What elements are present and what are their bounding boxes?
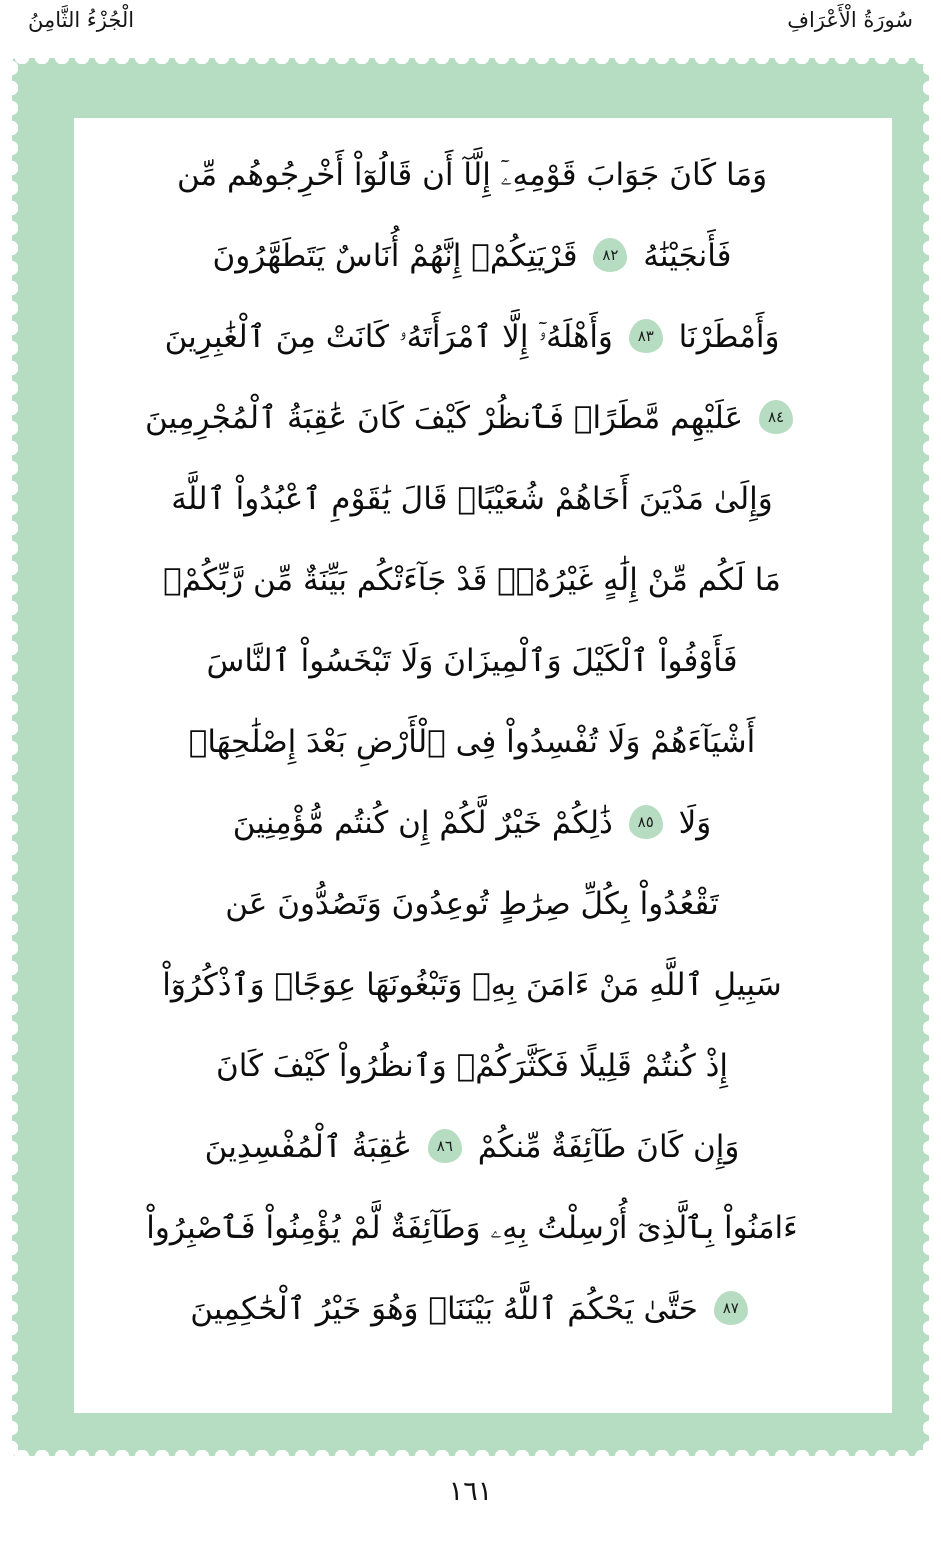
scallop-edge-right — [916, 58, 930, 1456]
text-line — [78, 1188, 866, 1269]
text-line — [78, 540, 866, 621]
ayah-marker-86: ٨٦ — [428, 1129, 462, 1163]
text-line — [78, 783, 866, 864]
text-line — [78, 702, 866, 783]
text-line — [78, 1269, 866, 1350]
line-text: ءَامَنُواْ بِٱلَّذِىٓ أُرْسِلْتُ بِهِۦ وَطَآئِفَةٌ لَّمْ يُؤْمِنُواْ فَٱصْبِرُواْ — [146, 1210, 798, 1246]
line-text: سَبِيلِ ٱللَّهِ مَنْ ءَامَنَ بِهِۦ وَتَبْغُونَهَا عِوَجًاۚ وَٱذْكُرُوٓاْ — [162, 967, 782, 1003]
line-text: قَرْيَتِكُمْۖ إِنَّهُمْ أُنَاسٌ يَتَطَهَّرُونَ — [212, 238, 578, 274]
line-text: مَا لَكُم مِّنْ إِلَٰهٍ غَيْرُهُۥۖ قَدْ جَآءَتْكُم بَيِّنَةٌ مِّن رَّبِّكُمْۖ — [163, 562, 781, 598]
text-line — [78, 1026, 866, 1107]
text-line — [78, 945, 866, 1026]
line-text: حَتَّىٰ يَحْكُمَ ٱللَّهُ بَيْنَنَاۚ وَهُوَ خَيْرُ ٱلْحَٰكِمِينَ — [190, 1291, 698, 1327]
line-trailer: وَلَا — [678, 805, 712, 841]
text-line — [78, 216, 866, 297]
line-text: إِذْ كُنتُمْ قَلِيلًا فَكَثَّرَكُمْۖ وَٱنظُرُواْ كَيْفَ كَانَ — [215, 1048, 728, 1084]
page-number: ١٦١ — [448, 1476, 493, 1507]
juz-title: الْجُزْءُ الثَّامِنُ — [28, 8, 135, 32]
text-line — [78, 297, 866, 378]
text-line — [78, 621, 866, 702]
ayah-marker-83: ٨٣ — [629, 319, 663, 353]
line-text: ذَٰلِكُمْ خَيْرٌ لَّكُمْ إِن كُنتُم مُّؤْمِنِينَ — [232, 805, 613, 841]
ayah-marker-85: ٨٥ — [629, 805, 663, 839]
line-text: وَإِلَىٰ مَدْيَنَ أَخَاهُمْ شُعَيْبًاۗ قَالَ يَٰقَوْمِ ٱعْبُدُواْ ٱللَّهَ — [171, 481, 773, 517]
ayah-marker-87: ٨٧ — [714, 1291, 748, 1325]
surah-title: سُورَةُ الْأَعْرَافِ — [787, 8, 913, 32]
page-header — [0, 8, 941, 48]
line-text: أَشْيَآءَهُمْ وَلَا تُفْسِدُواْ فِى ٱلْأَرْضِ بَعْدَ إِصْلَٰحِهَاۚ — [188, 724, 756, 760]
scallop-edge-top — [12, 57, 929, 71]
line-trailer: وَأَمْطَرْنَا — [678, 319, 780, 355]
quran-text-block — [78, 135, 866, 1400]
scallop-edge-bottom — [12, 1443, 929, 1457]
line-text: تَقْعُدُواْ بِكُلِّ صِرَٰطٍ تُوعِدُونَ وَتَصُدُّونَ عَن — [225, 886, 719, 922]
ayah-marker-82: ٨٢ — [593, 238, 627, 272]
line-text: عَلَيْهِم مَّطَرًاۖ فَٱنظُرْ كَيْفَ كَانَ عَٰقِبَةُ ٱلْمُجْرِمِينَ — [144, 400, 744, 436]
ayah-marker-84: ٨٤ — [759, 400, 793, 434]
text-line — [78, 135, 866, 216]
scallop-edge-left — [11, 58, 25, 1456]
line-text: عَٰقِبَةُ ٱلْمُفْسِدِينَ — [204, 1129, 412, 1165]
text-line — [78, 378, 866, 459]
text-line — [78, 1107, 866, 1188]
line-text: وَمَا كَانَ جَوَابَ قَوْمِهِۦٓ إِلَّآ أَن قَالُوٓاْ أَخْرِجُوهُم مِّن — [176, 157, 768, 193]
text-line — [78, 459, 866, 540]
line-trailer: وَإِن كَانَ طَآئِفَةٌ مِّنكُمْ — [477, 1129, 740, 1165]
line-text: فَأَوْفُواْ ٱلْكَيْلَ وَٱلْمِيزَانَ وَلَا تَبْخَسُواْ ٱلنَّاسَ — [206, 643, 738, 679]
text-line — [78, 864, 866, 945]
line-trailer: فَأَنجَيْنَٰهُ — [643, 238, 732, 274]
line-text: وَأَهْلَهُۥٓ إِلَّا ٱمْرَأَتَهُۥ كَانَتْ مِنَ ٱلْغَٰبِرِينَ — [164, 319, 613, 355]
